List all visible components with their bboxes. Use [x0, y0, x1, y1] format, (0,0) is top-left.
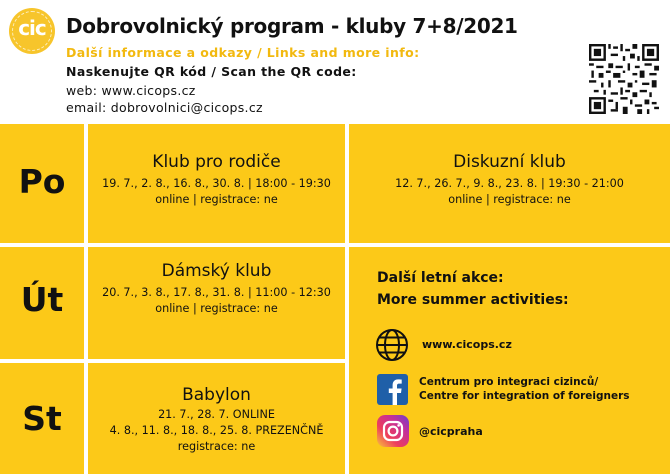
qr-code[interactable] [589, 44, 659, 114]
summer-web-link[interactable]: www.cicops.cz [422, 338, 512, 351]
web-link[interactable]: web: www.cicops.cz [66, 83, 196, 98]
day-cell-monday [0, 124, 84, 243]
club-info: online | registrace: ne [155, 193, 278, 206]
club-title: Babylon [182, 385, 251, 405]
info-subtitle: Další informace a odkazy / Links and more info: [66, 45, 420, 60]
logo-text: cic [18, 16, 46, 40]
club-title: Dámský klub [161, 261, 272, 281]
email-link[interactable]: email: dobrovolnici@cicops.cz [66, 100, 263, 115]
facebook-name-en[interactable]: Centre for integration of foreigners [419, 390, 630, 402]
club-discussion [349, 124, 670, 243]
club-info: online | registrace: ne [448, 193, 571, 206]
instagram-handle[interactable]: @cicpraha [419, 425, 483, 438]
day-label-tuesday: Út [20, 280, 64, 319]
day-label-monday: Po [18, 162, 66, 201]
globe-icon [375, 328, 409, 362]
club-schedule: 19. 7., 2. 8., 16. 8., 30. 8. | 18:00 - 19:30 [102, 177, 331, 190]
club-schedule: 12. 7., 26. 7., 9. 8., 23. 8. | 19:30 - 21:00 [395, 177, 624, 190]
instagram-icon[interactable] [377, 415, 409, 447]
schedule-grid [0, 124, 670, 474]
club-info: registrace: ne [177, 440, 256, 453]
page-title: Dobrovolnický program - kluby 7+8/2021 [66, 14, 518, 38]
club-parents [88, 124, 345, 243]
club-schedule: 20. 7., 3. 8., 17. 8., 31. 8. | 11:00 - 12:30 [102, 286, 331, 299]
facebook-icon[interactable] [377, 374, 408, 405]
day-label-wednesday: St [22, 399, 62, 438]
summer-heading-cz: Další letní akce: [377, 270, 504, 286]
club-schedule-in-person: 4. 8., 11. 8., 18. 8., 25. 8. PREZENČNĚ [109, 424, 324, 437]
summer-heading-en: More summer activities: [377, 292, 569, 308]
club-ladies [88, 247, 345, 359]
day-cell-tuesday [0, 247, 84, 359]
club-title: Klub pro rodiče [152, 152, 281, 172]
day-cell-wednesday [0, 363, 84, 474]
scan-instruction: Naskenujte QR kód / Scan the QR code: [66, 64, 357, 79]
club-babylon [88, 363, 345, 474]
summer-activities-panel [349, 247, 670, 474]
facebook-name-cz[interactable]: Centrum pro integraci cizinců/ [419, 376, 599, 388]
club-title: Diskuzní klub [453, 152, 566, 172]
club-info: online | registrace: ne [155, 302, 278, 315]
club-schedule-online: 21. 7., 28. 7. ONLINE [158, 408, 275, 421]
